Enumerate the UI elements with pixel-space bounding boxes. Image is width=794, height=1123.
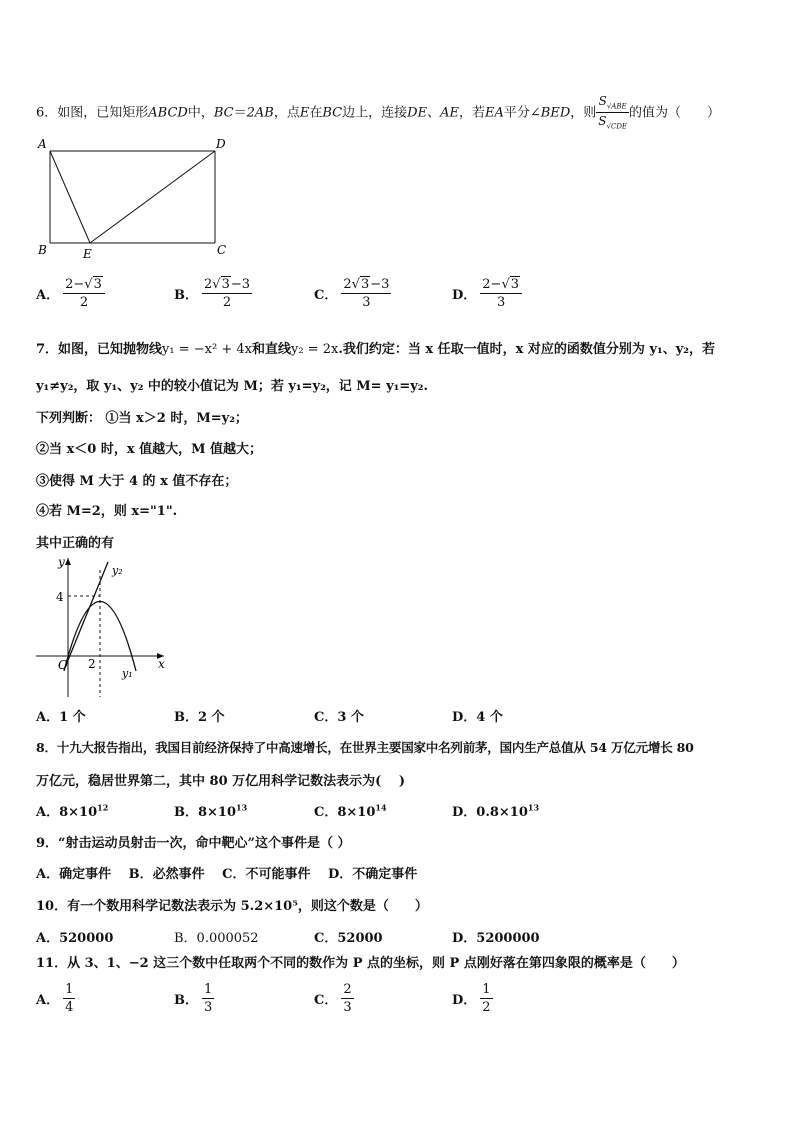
q11-option-b[interactable]	[174, 983, 214, 1014]
q6-text: AE	[440, 105, 459, 121]
q7-y1-equation: y₁ = −x² + 4x	[162, 342, 252, 357]
q7-text: 7．如图，已知抛物线	[36, 342, 163, 357]
frac-part: −3	[370, 277, 390, 292]
option-fraction	[202, 983, 214, 1014]
q6-option-a[interactable]	[36, 278, 105, 309]
q7-line5: ③使得 M 大于 4 的 x 值不存在；	[36, 474, 238, 489]
q7-function-graph	[36, 552, 176, 702]
q8-option-a[interactable]	[36, 801, 108, 820]
q6-label-E: E	[83, 247, 92, 261]
frac-den: 2	[222, 295, 232, 310]
q7-label-O: O	[58, 658, 68, 672]
option-label: B．	[174, 288, 198, 303]
option-label: C．	[314, 288, 338, 303]
q6-text: BC	[322, 105, 343, 121]
option-label: D．0.8×10	[452, 805, 528, 820]
frac-den: 3	[343, 1000, 352, 1015]
q9-stem: 9．“射击运动员射击一次，命中靶心”这个事件是（ ）	[36, 836, 351, 851]
q6-label-B: B	[38, 243, 47, 257]
q6-option-d[interactable]	[452, 278, 522, 309]
q6-label-A: A	[38, 137, 47, 151]
q10-stem: 10．有一个数用科学记数法表示为 5.2×10⁵，则这个数是（ ）	[36, 899, 428, 914]
option-exponent: 13	[236, 802, 248, 813]
q7-label-x: x	[158, 657, 165, 671]
q6-text: DE	[407, 105, 428, 121]
frac-den: 3	[362, 295, 371, 310]
q7-option-a[interactable]: A．1 个	[36, 710, 86, 725]
frac-part: −3	[230, 277, 251, 292]
q6-text: 平分∠	[503, 105, 541, 121]
q8-option-d[interactable]	[452, 801, 539, 820]
q6-stem-pre: 6．如图，已知矩形	[36, 105, 149, 121]
q7-label-2: 2	[88, 657, 96, 671]
q6-ratio-den-sub: √CDE	[606, 122, 628, 131]
q7-label-y: y	[58, 555, 65, 569]
q11-option-a[interactable]	[36, 983, 75, 1014]
option-label: C．8×10	[314, 805, 376, 820]
q6-text: BC	[213, 105, 234, 121]
q6-label-D: D	[216, 137, 226, 151]
option-label: D．	[452, 993, 477, 1008]
q11-option-d[interactable]	[452, 983, 493, 1014]
q6-text: 的值为（ ）	[629, 105, 721, 121]
q6-text: 2AB	[246, 105, 274, 121]
q6-rectangle-figure	[30, 136, 240, 261]
q6-text: E	[299, 105, 310, 121]
q7-line1	[36, 338, 715, 357]
option-label: B．	[174, 993, 198, 1008]
q7-text: .我们约定：当 x 任取一值时，x 对应的函数值分别为 y₁、y₂，若	[338, 342, 715, 357]
q7-line4: ②当 x＜0 时，x 值越大，M 值越大；	[36, 442, 263, 457]
radicand: 3	[360, 277, 370, 292]
option-label: A．8×10	[36, 805, 98, 820]
q8-line2: 万亿元，稳居世界第二，其中 80 万亿用科学记数法表示为( )	[36, 774, 405, 789]
q11-stem: 11．从 3、1、−2 这三个数中任取两个不同的数作为 P 点的坐标，则 P 点刚好落在第四象限的概率是（ ）	[36, 956, 685, 971]
q6-option-c[interactable]	[314, 278, 391, 309]
q7-y2-equation: y₂ = 2x	[290, 342, 339, 357]
q10-option-a[interactable]: A．520000	[36, 931, 114, 946]
q7-line7: 其中正确的有	[36, 536, 115, 551]
q6-label-C: C	[217, 243, 227, 257]
frac-num: 1	[65, 982, 74, 997]
frac-part: 2−	[482, 277, 502, 292]
q7-label-4: 4	[56, 590, 64, 604]
option-label: D．	[452, 288, 477, 303]
frac-den: 2	[79, 295, 89, 310]
option-fraction: $\frac{2-√3}{2}$	[63, 278, 105, 309]
q7-line2: y₁≠y₂，取 y₁、y₂ 中的较小值记为 M；若 y₁=y₂，记 M= y₁=y₂.	[36, 379, 429, 394]
q6-rect: ABCD	[148, 105, 188, 121]
frac-num: 1	[482, 982, 491, 997]
q7-label-y1: y₁	[122, 667, 133, 680]
q6-text: EA	[484, 105, 504, 121]
q10-option-d[interactable]: D．5200000	[452, 931, 540, 946]
option-fraction	[63, 983, 75, 1014]
q6-stem	[36, 95, 720, 131]
option-fraction: $\frac{2-√3}{3}$	[480, 278, 522, 309]
frac-part: 2	[204, 277, 213, 292]
q6-text: BED	[540, 105, 571, 121]
option-label: B．8×10	[174, 805, 237, 820]
q6-ratio-den: S	[598, 114, 607, 129]
q6-text: 边上，连接	[342, 105, 408, 121]
q7-text: 和直线	[251, 342, 291, 357]
frac-den: 4	[65, 1000, 74, 1015]
option-fraction	[480, 983, 492, 1014]
frac-den: 2	[482, 1000, 491, 1015]
q6-option-b[interactable]	[174, 278, 252, 309]
radicand: 3	[510, 277, 520, 292]
frac-part: 2−	[65, 277, 85, 292]
q6-text: ，则	[570, 105, 597, 121]
frac-part: 2	[343, 277, 352, 292]
option-exponent: 12	[97, 802, 109, 813]
q6-ratio	[596, 95, 629, 131]
option-fraction	[341, 983, 353, 1014]
q9-options[interactable]: A．确定事件 B．必然事件 C．不可能事件 D．不确定事件	[36, 867, 418, 882]
q11-option-c[interactable]	[314, 983, 354, 1014]
q7-line3: 下列判断： ①当 x＞2 时，M=y₂；	[36, 411, 248, 426]
q7-option-c[interactable]: C．3 个	[314, 710, 364, 725]
frac-num: 1	[204, 982, 213, 997]
option-exponent: 13	[527, 802, 540, 813]
q8-line1: 8．十九大报告指出，我国目前经济保持了中高速增长，在世界主要国家中名列前茅，国内生产总值从 54 万亿元增长 80	[36, 740, 694, 755]
q6-text: 在	[309, 105, 323, 121]
option-label: A．	[36, 288, 60, 303]
option-exponent: 14	[375, 802, 387, 813]
q6-ratio-num: S	[598, 94, 607, 108]
option-fraction: $\frac{2√3-3}{2}$	[204, 277, 251, 310]
option-label: A．	[36, 993, 60, 1008]
q7-label-y2: y₂	[112, 564, 123, 577]
radicand: 3	[93, 277, 102, 292]
option-fraction: $\frac{2√3-3}{3}$	[343, 277, 390, 310]
q7-line6: ④若 M=2，则 x="1".	[36, 504, 178, 519]
q8-option-c[interactable]	[314, 801, 387, 820]
radicand: 3	[221, 277, 230, 292]
q7-option-b[interactable]: B．2 个	[174, 710, 225, 725]
q6-ratio-num-sub: √ABE	[606, 102, 627, 111]
q6-text: 、	[427, 105, 441, 121]
frac-den: 3	[497, 295, 506, 310]
frac-num: 2	[343, 982, 352, 997]
option-label: C．	[314, 993, 338, 1008]
q8-option-b[interactable]	[174, 801, 247, 820]
q6-text: ，若	[458, 105, 485, 121]
q6-text: 中，	[187, 105, 214, 121]
q10-option-b[interactable]: B．0.000052	[174, 931, 259, 946]
q6-text: ，点	[273, 105, 300, 121]
q10-option-c[interactable]: C．52000	[314, 931, 383, 946]
q6-text: ＝	[233, 105, 247, 121]
frac-den: 3	[204, 1000, 213, 1015]
q7-option-d[interactable]: D．4 个	[452, 710, 503, 725]
